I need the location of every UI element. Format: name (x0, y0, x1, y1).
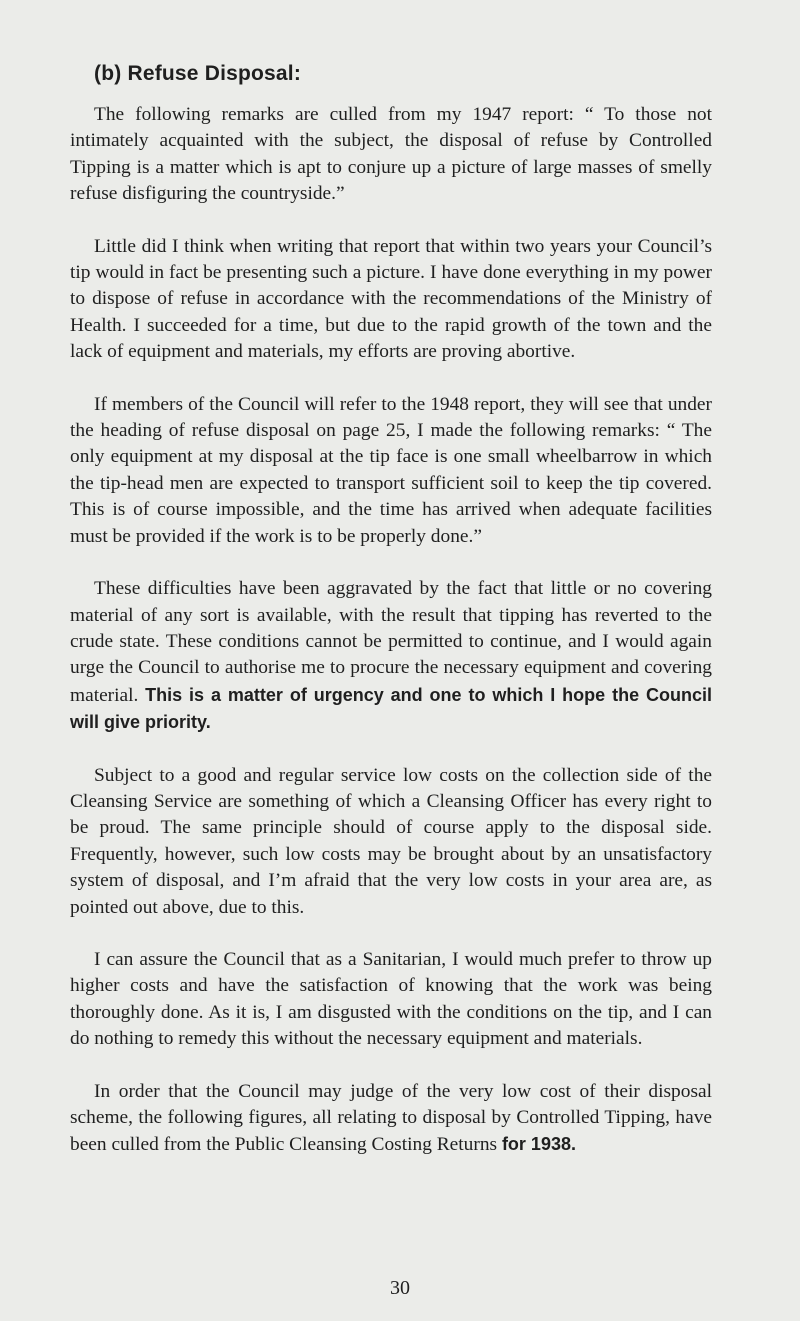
section-heading: (b) Refuse Disposal: (94, 62, 302, 85)
paragraph-costing-returns-text: In order that the Council may judge of the very low cost of their disposal scheme, the following figures, all relating to disposal by Controlled Tipping, have been culled from the Public Cleansing Costing Returns (70, 1080, 712, 1156)
year-emphasis: for 1938. (501, 1134, 576, 1155)
paragraph-council-tip: Little did I think when writing that report that within two years your Council’s tip would in fact be presenting such a picture. I have done everything in my power to dispose of refuse in accordance with the recommendations of the Ministry of Health. I succeeded for a time, but due to the rapid growth of the town and the lack of equipment and materials, my efforts are proving abortive. (70, 235, 712, 363)
paragraph-covering-material-text: These difficulties have been aggravated by the fact that little or no covering material of any sort is available, with the result that tipping has reverted to the crude state. These conditions cannot be permitted to continue, and I would again urge the Council to authorise me to procure the necessary equipment and covering material. (70, 578, 712, 706)
urgency-emphasis: This is a matter of urgency and one to which I hope the Council will give priority. (70, 684, 712, 733)
paragraph-costing-returns (70, 1079, 712, 1159)
paragraph-covering-material (70, 576, 712, 736)
paragraph-low-costs: Subject to a good and regular service low costs on the collection side of the Cleansing Service are something of which a Cleansing Officer has every right to be proud. The same principle should of course apply to the disposal side. Frequently, however, such low costs may be brought about by an unsatisfactory system of disposal, and I’m afraid that the very low costs in your area are, as pointed out above, due to this. (70, 764, 712, 918)
paragraph-1947-report: The following remarks are culled from my 1947 report: “ To those not intimately acquainted with the subject, the disposal of refuse by Controlled Tipping is a matter which is apt to conjure up a picture of large masses of smelly refuse disfiguring the countryside.” (70, 104, 712, 205)
paragraph-sanitarian: I can assure the Council that as a Sanitarian, I would much prefer to throw up higher costs and have the satisfaction of knowing that the work was being thoroughly done. As it is, I am disgusted with the conditions on the tip, and I can do nothing to remedy this without the necessary equipment and materials. (70, 948, 712, 1050)
page-number: 30 (390, 1277, 410, 1299)
paragraph-1948-report: If members of the Council will refer to the 1948 report, they will see that under the heading of refuse disposal on page 25, I made the following remarks: “ The only equipment at my disposal at the tip face is one small wheelbarrow in which the tip-head men are expected to transport sufficient soil to keep the tip covered. This is of course impossible, and the time has arrived when adequate facilities must be provided if the work is to be properly done.” (70, 393, 712, 547)
